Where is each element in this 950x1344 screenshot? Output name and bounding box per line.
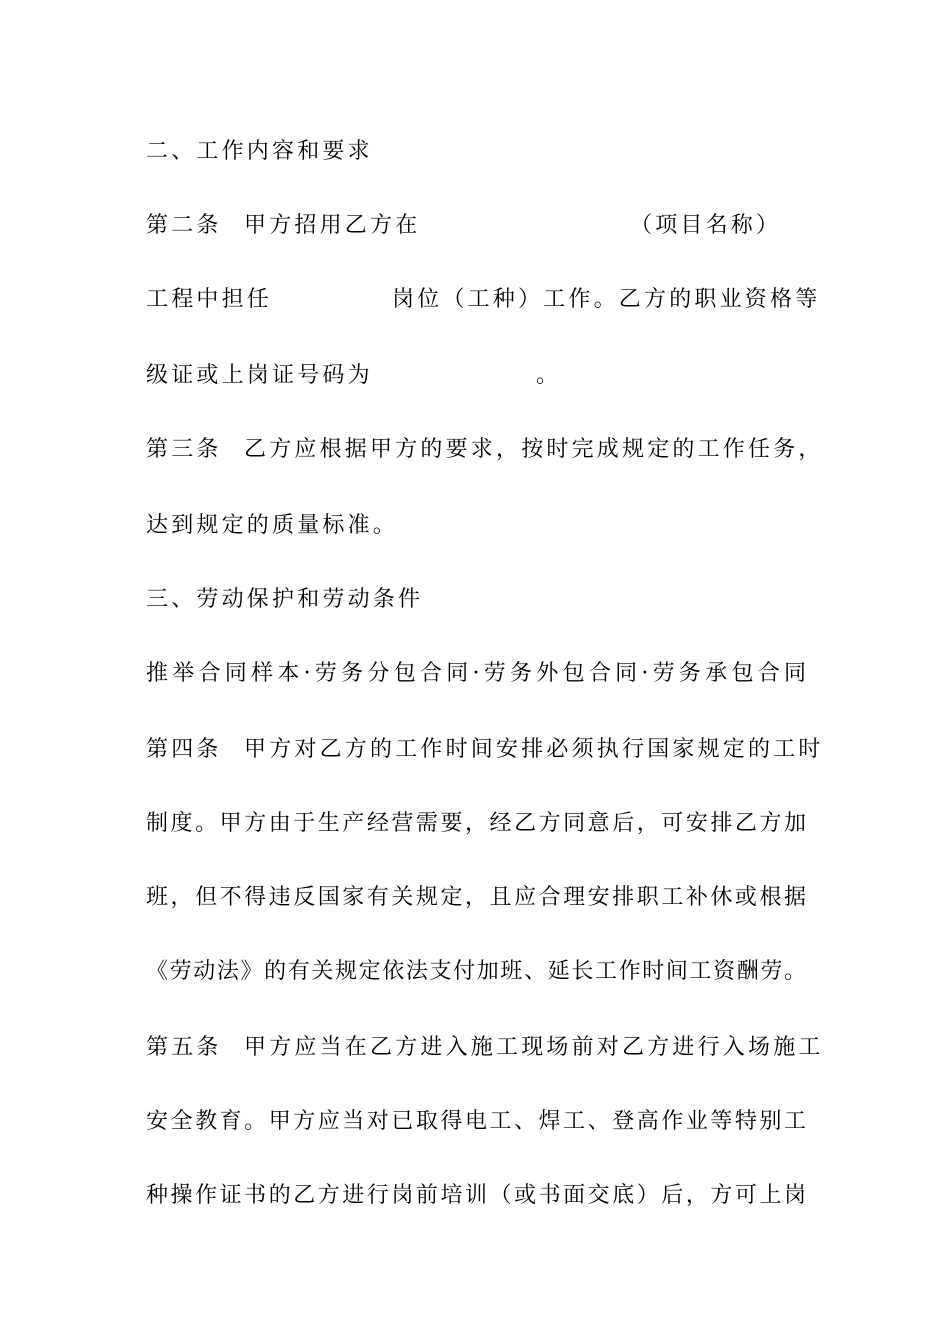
article-text: 甲方应当在乙方进入施工现场前对乙方进行入场施工 <box>244 1035 824 1060</box>
article-4-line-3: 班，但不得违反国家有关规定，且应合理安排职工补休或根据 <box>146 885 806 910</box>
article-label: 第五条 <box>146 1035 222 1060</box>
article-text: 达到规定的质量标准。 <box>146 513 399 538</box>
article-text: 甲方对乙方的工作时间安排必须执行国家规定的工时 <box>244 737 824 762</box>
article-label: 第四条 <box>146 737 222 762</box>
article-text: 。 <box>536 363 562 388</box>
article-5-line-3: 种操作证书的乙方进行岗前培训（或书面交底）后，方可上岗 <box>146 1183 806 1208</box>
article-label: 第三条 <box>146 437 222 462</box>
article-4-line-4: 《劳动法》的有关规定依法支付加班、延长工作时间工资酬劳。 <box>146 959 806 984</box>
article-5-line-2: 安全教育。甲方应当对已取得电工、焊工、登高作业等特别工 <box>146 1109 806 1134</box>
article-text: 级证或上岗证号码为 <box>146 363 373 388</box>
heading-text: 二、工作内容和要求 <box>146 139 373 164</box>
section-heading-3 <box>146 586 806 614</box>
article-text: 工程中担任 <box>146 287 273 312</box>
article-3-line-2 <box>146 512 806 540</box>
article-text: 乙方应根据甲方的要求，按时完成规定的工作任务， <box>244 437 824 462</box>
article-4-line-2: 制度。甲方由于生产经营需要，经乙方同意后，可安排乙方加 <box>146 811 806 836</box>
recommend-line: 推举合同样本·劳务分包合同·劳务外包合同·劳务承包合同 <box>146 661 806 686</box>
section-heading-2 <box>146 138 806 166</box>
article-label: 第二条 <box>146 213 222 238</box>
article-text: 甲方招用乙方在 <box>244 213 421 238</box>
article-text: 岗位（工种）工作。乙方的职业资格等 <box>392 287 821 312</box>
project-name-hint: （项目名称） <box>630 213 782 238</box>
heading-text: 三、劳动保护和劳动条件 <box>146 587 424 612</box>
